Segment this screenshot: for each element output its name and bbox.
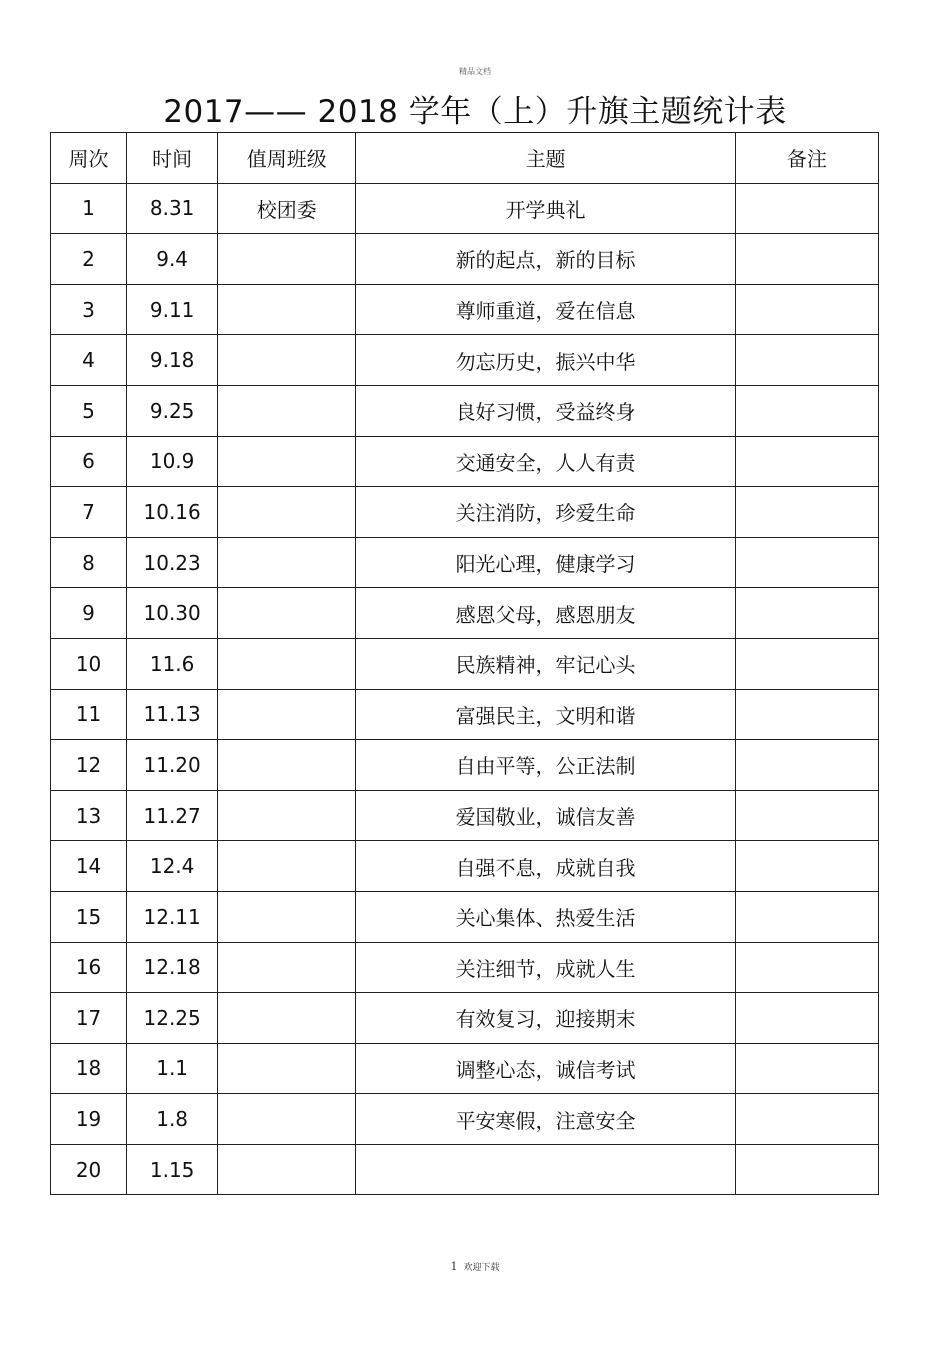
- cell-date: 1.8: [127, 1094, 218, 1145]
- cell-duty-class: [218, 689, 356, 740]
- cell-duty-class: [218, 537, 356, 588]
- cell-week: 6: [51, 436, 127, 487]
- cell-duty-class: [218, 436, 356, 487]
- cell-week: 10: [51, 638, 127, 689]
- footer-text: 欢迎下载: [463, 1263, 500, 1273]
- cell-remarks: [735, 993, 878, 1044]
- header-date: 时间: [127, 133, 218, 184]
- cell-week: 19: [51, 1094, 127, 1145]
- cell-theme: 爱国敬业，诚信友善: [356, 790, 735, 841]
- cell-duty-class: [218, 487, 356, 538]
- table-row: [51, 689, 879, 740]
- table-row: [51, 335, 879, 386]
- table-row: [51, 588, 879, 639]
- cell-theme: 阳光心理，健康学习: [356, 537, 735, 588]
- cell-week: 4: [51, 335, 127, 386]
- cell-date: 10.16: [127, 487, 218, 538]
- page-title: 2017—— 2018 学年（上）升旗主题统计表: [163, 94, 787, 130]
- cell-remarks: [735, 234, 878, 285]
- cell-week: 16: [51, 942, 127, 993]
- cell-remarks: [735, 891, 878, 942]
- cell-date: 11.13: [127, 689, 218, 740]
- cell-duty-class: [218, 942, 356, 993]
- cell-duty-class: 校团委: [218, 183, 356, 234]
- table-row: [51, 234, 879, 285]
- cell-duty-class: [218, 740, 356, 791]
- cell-week: 3: [51, 284, 127, 335]
- cell-week: 7: [51, 487, 127, 538]
- cell-remarks: [735, 1094, 878, 1145]
- cell-remarks: [735, 588, 878, 639]
- cell-week: 14: [51, 841, 127, 892]
- cell-remarks: [735, 385, 878, 436]
- cell-week: 20: [51, 1144, 127, 1195]
- cell-date: 10.23: [127, 537, 218, 588]
- cell-date: 1.1: [127, 1043, 218, 1094]
- cell-week: 5: [51, 385, 127, 436]
- cell-theme: 民族精神，牢记心头: [356, 638, 735, 689]
- cell-week: 8: [51, 537, 127, 588]
- header-note: 精品文档: [459, 67, 491, 76]
- cell-theme: 关注细节，成就人生: [356, 942, 735, 993]
- cell-date: 12.4: [127, 841, 218, 892]
- cell-date: 10.30: [127, 588, 218, 639]
- page-number: 1: [450, 1260, 458, 1273]
- cell-duty-class: [218, 385, 356, 436]
- cell-date: 11.27: [127, 790, 218, 841]
- cell-week: 13: [51, 790, 127, 841]
- cell-theme: 自强不息，成就自我: [356, 841, 735, 892]
- cell-theme: 自由平等，公正法制: [356, 740, 735, 791]
- table-row: [51, 740, 879, 791]
- table-row: [51, 1144, 879, 1195]
- table-row: [51, 638, 879, 689]
- cell-duty-class: [218, 790, 356, 841]
- cell-week: 12: [51, 740, 127, 791]
- cell-theme: 开学典礼: [356, 183, 735, 234]
- cell-remarks: [735, 537, 878, 588]
- cell-duty-class: [218, 234, 356, 285]
- cell-theme: 新的起点，新的目标: [356, 234, 735, 285]
- cell-week: 1: [51, 183, 127, 234]
- cell-theme: 尊师重道，爱在信息: [356, 284, 735, 335]
- theme-table: [50, 132, 879, 1195]
- table-row: [51, 436, 879, 487]
- table-row: [51, 993, 879, 1044]
- cell-duty-class: [218, 993, 356, 1044]
- table-row: [51, 537, 879, 588]
- table-row: [51, 790, 879, 841]
- table-row: [51, 385, 879, 436]
- cell-remarks: [735, 841, 878, 892]
- cell-remarks: [735, 335, 878, 386]
- cell-remarks: [735, 689, 878, 740]
- cell-remarks: [735, 436, 878, 487]
- cell-duty-class: [218, 1144, 356, 1195]
- cell-theme: 感恩父母，感恩朋友: [356, 588, 735, 639]
- table-row: [51, 1043, 879, 1094]
- table-row: [51, 1094, 879, 1145]
- cell-week: 17: [51, 993, 127, 1044]
- cell-week: 2: [51, 234, 127, 285]
- table-header-row: [51, 133, 879, 184]
- cell-theme: 交通安全，人人有责: [356, 436, 735, 487]
- cell-duty-class: [218, 588, 356, 639]
- header-theme: 主题: [356, 133, 735, 184]
- table-row: [51, 183, 879, 234]
- cell-theme: 良好习惯，受益终身: [356, 385, 735, 436]
- cell-remarks: [735, 487, 878, 538]
- cell-remarks: [735, 790, 878, 841]
- cell-date: 12.25: [127, 993, 218, 1044]
- cell-date: 9.4: [127, 234, 218, 285]
- cell-duty-class: [218, 1094, 356, 1145]
- page-footer: [0, 1260, 950, 1273]
- cell-theme: [356, 1144, 735, 1195]
- cell-duty-class: [218, 638, 356, 689]
- cell-remarks: [735, 1043, 878, 1094]
- cell-theme: 关心集体、热爱生活: [356, 891, 735, 942]
- cell-week: 9: [51, 588, 127, 639]
- cell-duty-class: [218, 335, 356, 386]
- cell-remarks: [735, 284, 878, 335]
- cell-theme: 有效复习，迎接期末: [356, 993, 735, 1044]
- cell-theme: 关注消防，珍爱生命: [356, 487, 735, 538]
- header-duty-class: 值周班级: [218, 133, 356, 184]
- header-remarks: 备注: [735, 133, 878, 184]
- cell-date: 1.15: [127, 1144, 218, 1195]
- cell-theme: 平安寒假，注意安全: [356, 1094, 735, 1145]
- cell-date: 9.25: [127, 385, 218, 436]
- table-row: [51, 891, 879, 942]
- cell-week: 15: [51, 891, 127, 942]
- cell-remarks: [735, 1144, 878, 1195]
- cell-duty-class: [218, 891, 356, 942]
- table-row: [51, 942, 879, 993]
- cell-date: 12.18: [127, 942, 218, 993]
- cell-theme: 富强民主，文明和谐: [356, 689, 735, 740]
- table-row: [51, 841, 879, 892]
- table-row: [51, 487, 879, 538]
- cell-duty-class: [218, 841, 356, 892]
- cell-date: 12.11: [127, 891, 218, 942]
- cell-week: 11: [51, 689, 127, 740]
- table-row: [51, 284, 879, 335]
- cell-remarks: [735, 942, 878, 993]
- cell-theme: 勿忘历史，振兴中华: [356, 335, 735, 386]
- cell-date: 11.6: [127, 638, 218, 689]
- cell-date: 8.31: [127, 183, 218, 234]
- cell-date: 11.20: [127, 740, 218, 791]
- cell-duty-class: [218, 1043, 356, 1094]
- cell-week: 18: [51, 1043, 127, 1094]
- cell-remarks: [735, 638, 878, 689]
- header-week: 周次: [51, 133, 127, 184]
- cell-duty-class: [218, 284, 356, 335]
- cell-date: 9.11: [127, 284, 218, 335]
- cell-remarks: [735, 740, 878, 791]
- cell-date: 10.9: [127, 436, 218, 487]
- cell-date: 9.18: [127, 335, 218, 386]
- cell-remarks: [735, 183, 878, 234]
- cell-theme: 调整心态，诚信考试: [356, 1043, 735, 1094]
